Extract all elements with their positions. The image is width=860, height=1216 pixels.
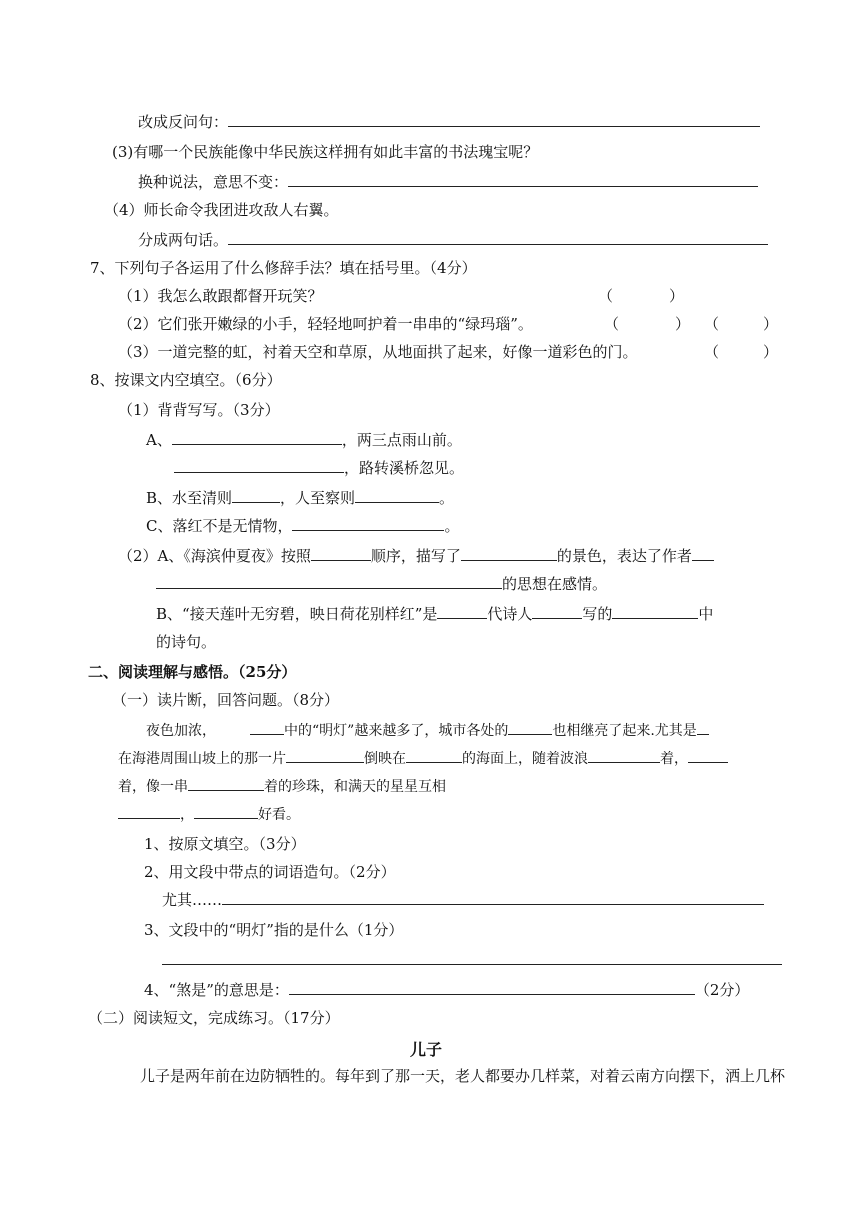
q7-sentence-2: （2）它们张开嫩绿的小手，轻轻地呵护着一串串的“绿玛瑙”。 (118, 315, 533, 333)
answer-blank[interactable] (508, 720, 552, 735)
story-title: 儿子 (410, 1040, 443, 1059)
answer-blank[interactable] (194, 804, 258, 819)
q8-b-line: B、水至清则 ，人至察则 。 (146, 489, 455, 507)
q8-sub2-a-line1: （2）A、《海滨仲夏夜》按照 顺序，描写了 的景色，表达了作者 (118, 546, 714, 568)
q6-item2-prompt: 改成反问句： (138, 113, 229, 131)
answer-blank[interactable] (437, 604, 487, 619)
q7-answer-paren-3[interactable]: （ ） (704, 343, 779, 361)
task3-answer-line (162, 950, 782, 972)
task4-line: 4、“煞是”的意思是： （2分） (144, 981, 750, 999)
answer-blank[interactable] (232, 488, 280, 503)
section2-part2-heading: （二）阅读短文，完成练习。（17分） (88, 1009, 340, 1027)
q8-a-line2: ，路转溪桥忽见。 (174, 458, 464, 480)
q7-sentence-1: （1）我怎么敢跟都督开玩笑？ (118, 287, 323, 305)
q8-sub1: （1）背背写写。（3分） (118, 401, 280, 419)
q6-item3: (3)有哪一个民族能像中华民族这样拥有如此丰富的书法瑰宝呢？ (112, 143, 539, 161)
answer-blank[interactable] (188, 776, 264, 791)
passage-line4: ， 好看。 (118, 804, 300, 826)
answer-blank[interactable] (697, 720, 709, 735)
answer-blank[interactable] (532, 604, 582, 619)
answer-blank[interactable] (688, 748, 728, 763)
q7-heading: 7、下列句子各运用了什么修辞手法？填在括号里。（4分） (90, 259, 477, 277)
q8-heading: 8、按课文内空填空。（6分） (90, 371, 282, 389)
q7-answer-paren-2a[interactable]: （ ） (604, 315, 691, 333)
task1: 1、按原文填空。（3分） (144, 835, 306, 853)
passage-line3: 着，像一串 着的珍珠，和满天的星星互相 (118, 776, 446, 798)
answer-blank[interactable] (311, 546, 371, 561)
q8-sub2-b-line1: B、“接天莲叶无穷碧，映日荷花别样红”是 代诗人 写的 中 (156, 605, 714, 623)
section2-heading: 二、阅读理解与感悟。（25分） (88, 663, 297, 681)
answer-blank[interactable] (692, 546, 714, 561)
q6-item4-prompt: 分成两句话。 (138, 231, 229, 249)
answer-blank[interactable] (288, 172, 758, 187)
passage-line1: 夜色加浓， 中的“明灯”越来越多了，城市各处的 也相继亮了起来.尤其是 (146, 720, 709, 742)
answer-blank[interactable] (222, 890, 764, 905)
answer-blank[interactable] (172, 430, 342, 445)
answer-blank[interactable] (118, 804, 180, 819)
q8-a-line1: A、 ，两三点雨山前。 (146, 431, 462, 449)
answer-blank[interactable] (286, 748, 364, 763)
answer-blank[interactable] (250, 720, 284, 735)
q8-c-line: C、落红不是无情物， 。 (146, 517, 460, 535)
answer-blank[interactable] (461, 546, 557, 561)
q8-sub2-b-line2: 的诗句。 (156, 633, 217, 651)
q7-answer-paren-2b[interactable]: （ ） (704, 315, 779, 333)
answer-blank[interactable] (588, 748, 660, 763)
answer-blank[interactable] (612, 604, 698, 619)
answer-blank[interactable] (156, 574, 502, 589)
task2: 2、用文段中带点的词语造句。（2分） (144, 863, 396, 881)
answer-blank[interactable] (292, 516, 444, 531)
task3: 3、文段中的“明灯”指的是什么（1分） (144, 921, 404, 939)
answer-blank[interactable] (355, 488, 439, 503)
q8-sub2-a-line2: 的思想在感情。 (156, 574, 607, 596)
answer-blank[interactable] (162, 950, 782, 965)
answer-blank[interactable] (406, 748, 462, 763)
answer-blank[interactable] (289, 980, 695, 995)
answer-blank[interactable] (228, 230, 768, 245)
task2-answer-line: 尤其…… (162, 890, 764, 912)
q6-item3-prompt-line (138, 172, 758, 194)
passage-line2: 在海港周围山坡上的那一片 倒映在 的海面上，随着波浪 着， (118, 748, 728, 770)
q6-item4-prompt-line (138, 230, 768, 252)
q6-item4: （4）师长命令我团进攻敌人右翼。 (104, 201, 339, 219)
q7-sentence-3: （3）一道完整的虹，衬着天空和草原，从地面拱了起来，好像一道彩色的门。 (118, 343, 638, 361)
story-line1: 儿子是两年前在边防牺牲的。每年到了那一天，老人都要办几样菜，对着云南方向摆下，洒上几杯 (140, 1067, 786, 1085)
answer-blank[interactable] (174, 458, 344, 473)
q6-item2-prompt-line (138, 112, 760, 134)
answer-blank[interactable] (228, 112, 760, 127)
q6-item3-prompt: 换种说法，意思不变： (138, 173, 289, 191)
section2-part1-heading: （一）读片断，回答问题。（8分） (112, 691, 340, 709)
q7-answer-paren-1[interactable]: （ ） (598, 287, 685, 305)
